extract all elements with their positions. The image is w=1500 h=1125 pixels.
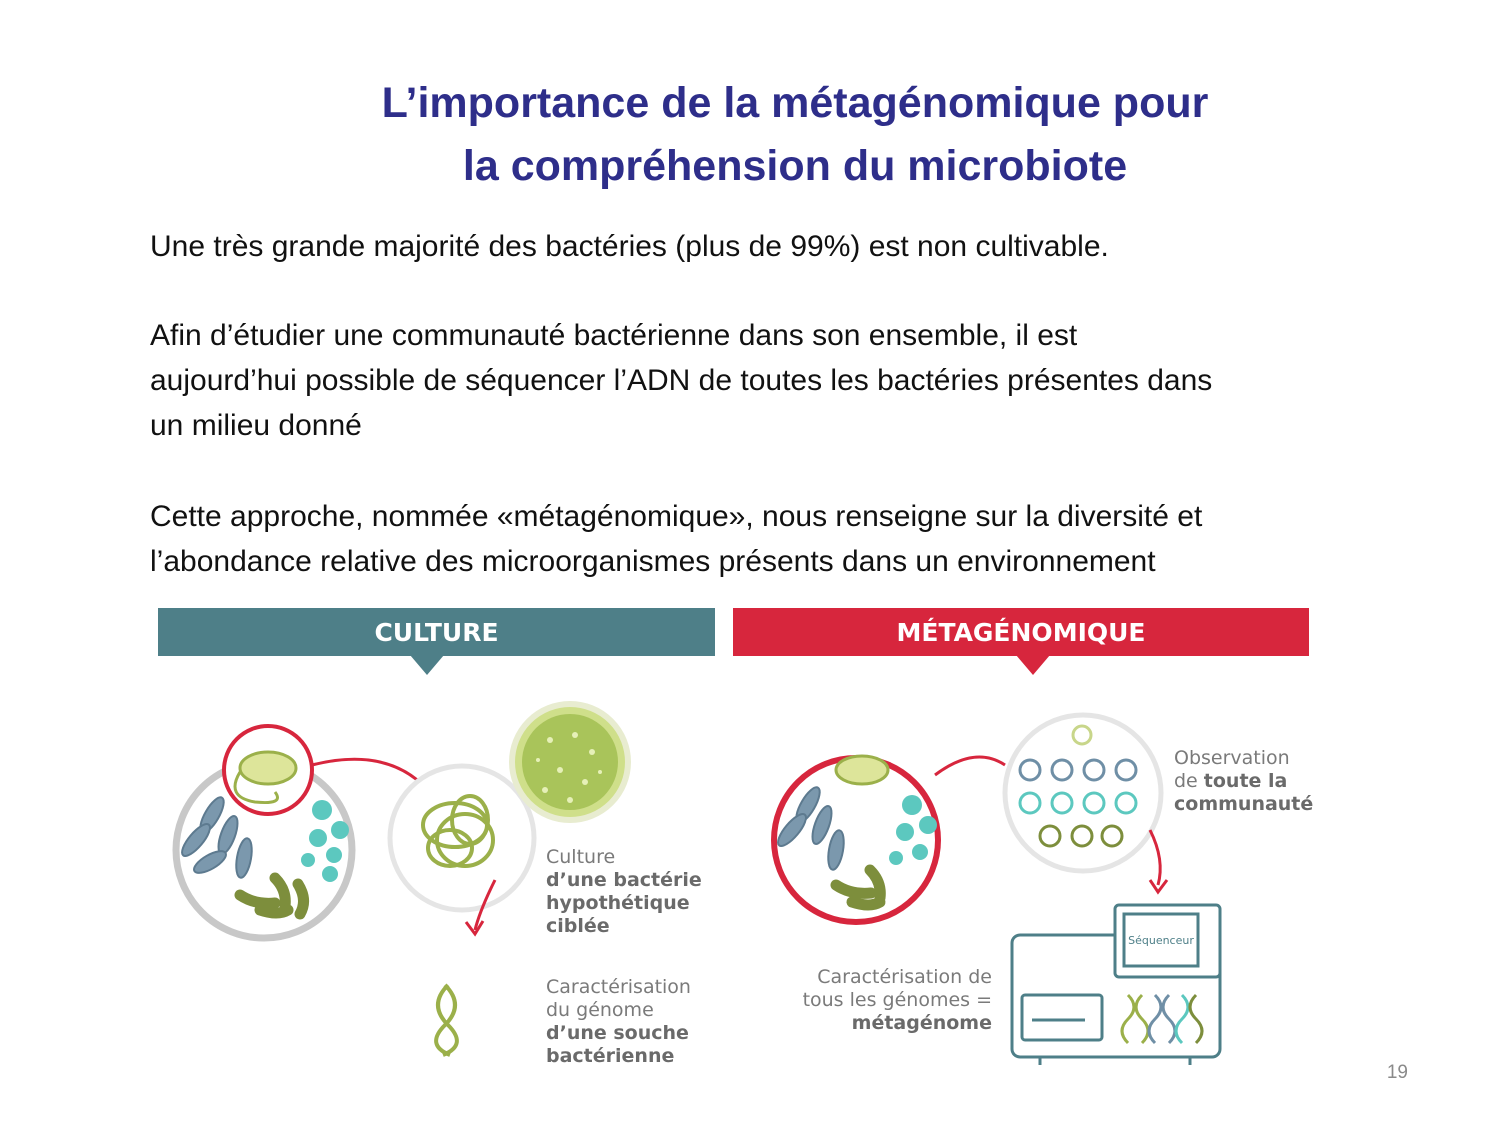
culture-label-line: ciblée [546,915,610,937]
petri-dish [512,704,628,820]
caracterisation-line: bactérienne [546,1045,675,1067]
caracterisation-meta-line: métagénome [851,1012,992,1034]
paragraph-2-line: un milieu donné [150,409,362,442]
observation-bold: toute la [1203,770,1288,792]
sample-circle-culture [176,726,352,938]
culture-banner-pointer [410,655,444,675]
caracterisation-meta-label [780,966,992,1035]
culture-label-line: d’une bactérie [546,869,702,891]
paragraph-2-line: Afin d’étudier une communauté bactérienne dans son ensemble, il est [150,319,1078,352]
title-line-2: la compréhension du microbiote [462,142,1128,190]
observation-label [1174,747,1313,816]
culture-banner: CULTURE [158,608,715,656]
paragraph-2-line: aujourd’hui possible de séquencer l’ADN de toutes les bactéries présentes dans [150,364,1213,397]
observation-prefix: de [1174,770,1204,792]
culture-circle [390,766,534,910]
caracterisation-meta-line: tous les génomes = [802,989,992,1011]
paragraph-3-line: l’abondance relative des microorganismes présents dans un environnement [150,545,1156,578]
caracterisation-culture-label [546,976,691,1068]
caracterisation-line: d’une souche [546,1022,689,1044]
dna-icon [436,985,457,1055]
observation-line [1174,770,1313,793]
sequencer-label: Séquenceur [1128,934,1194,947]
metagenomique-banner-pointer [1016,655,1050,675]
culture-label [546,846,702,938]
community-circle [1005,715,1161,871]
paragraph-1-text: Une très grande majorité des bactéries (plus de 99%) est non cultivable. [150,230,1109,263]
observation-line: communauté [1174,793,1314,815]
sample-circle-meta [774,756,938,922]
metagenomique-banner: MÉTAGÉNOMIQUE [733,608,1309,656]
caracterisation-line: Caractérisation [546,976,691,998]
culture-label-line: hypothétique [546,892,690,914]
title-line-1: L’importance de la métagénomique pour [381,79,1209,127]
caracterisation-meta-line: Caractérisation de [817,966,992,988]
page-number: 19 [1386,1062,1408,1083]
sequencer-machine [1012,905,1220,1065]
caracterisation-line: du génome [546,999,654,1021]
paragraph-3-line: Cette approche, nommée «métagénomique», nous renseigne sur la diversité et [150,500,1203,533]
observation-line: Observation [1174,747,1290,769]
culture-label-line: Culture [546,846,616,868]
